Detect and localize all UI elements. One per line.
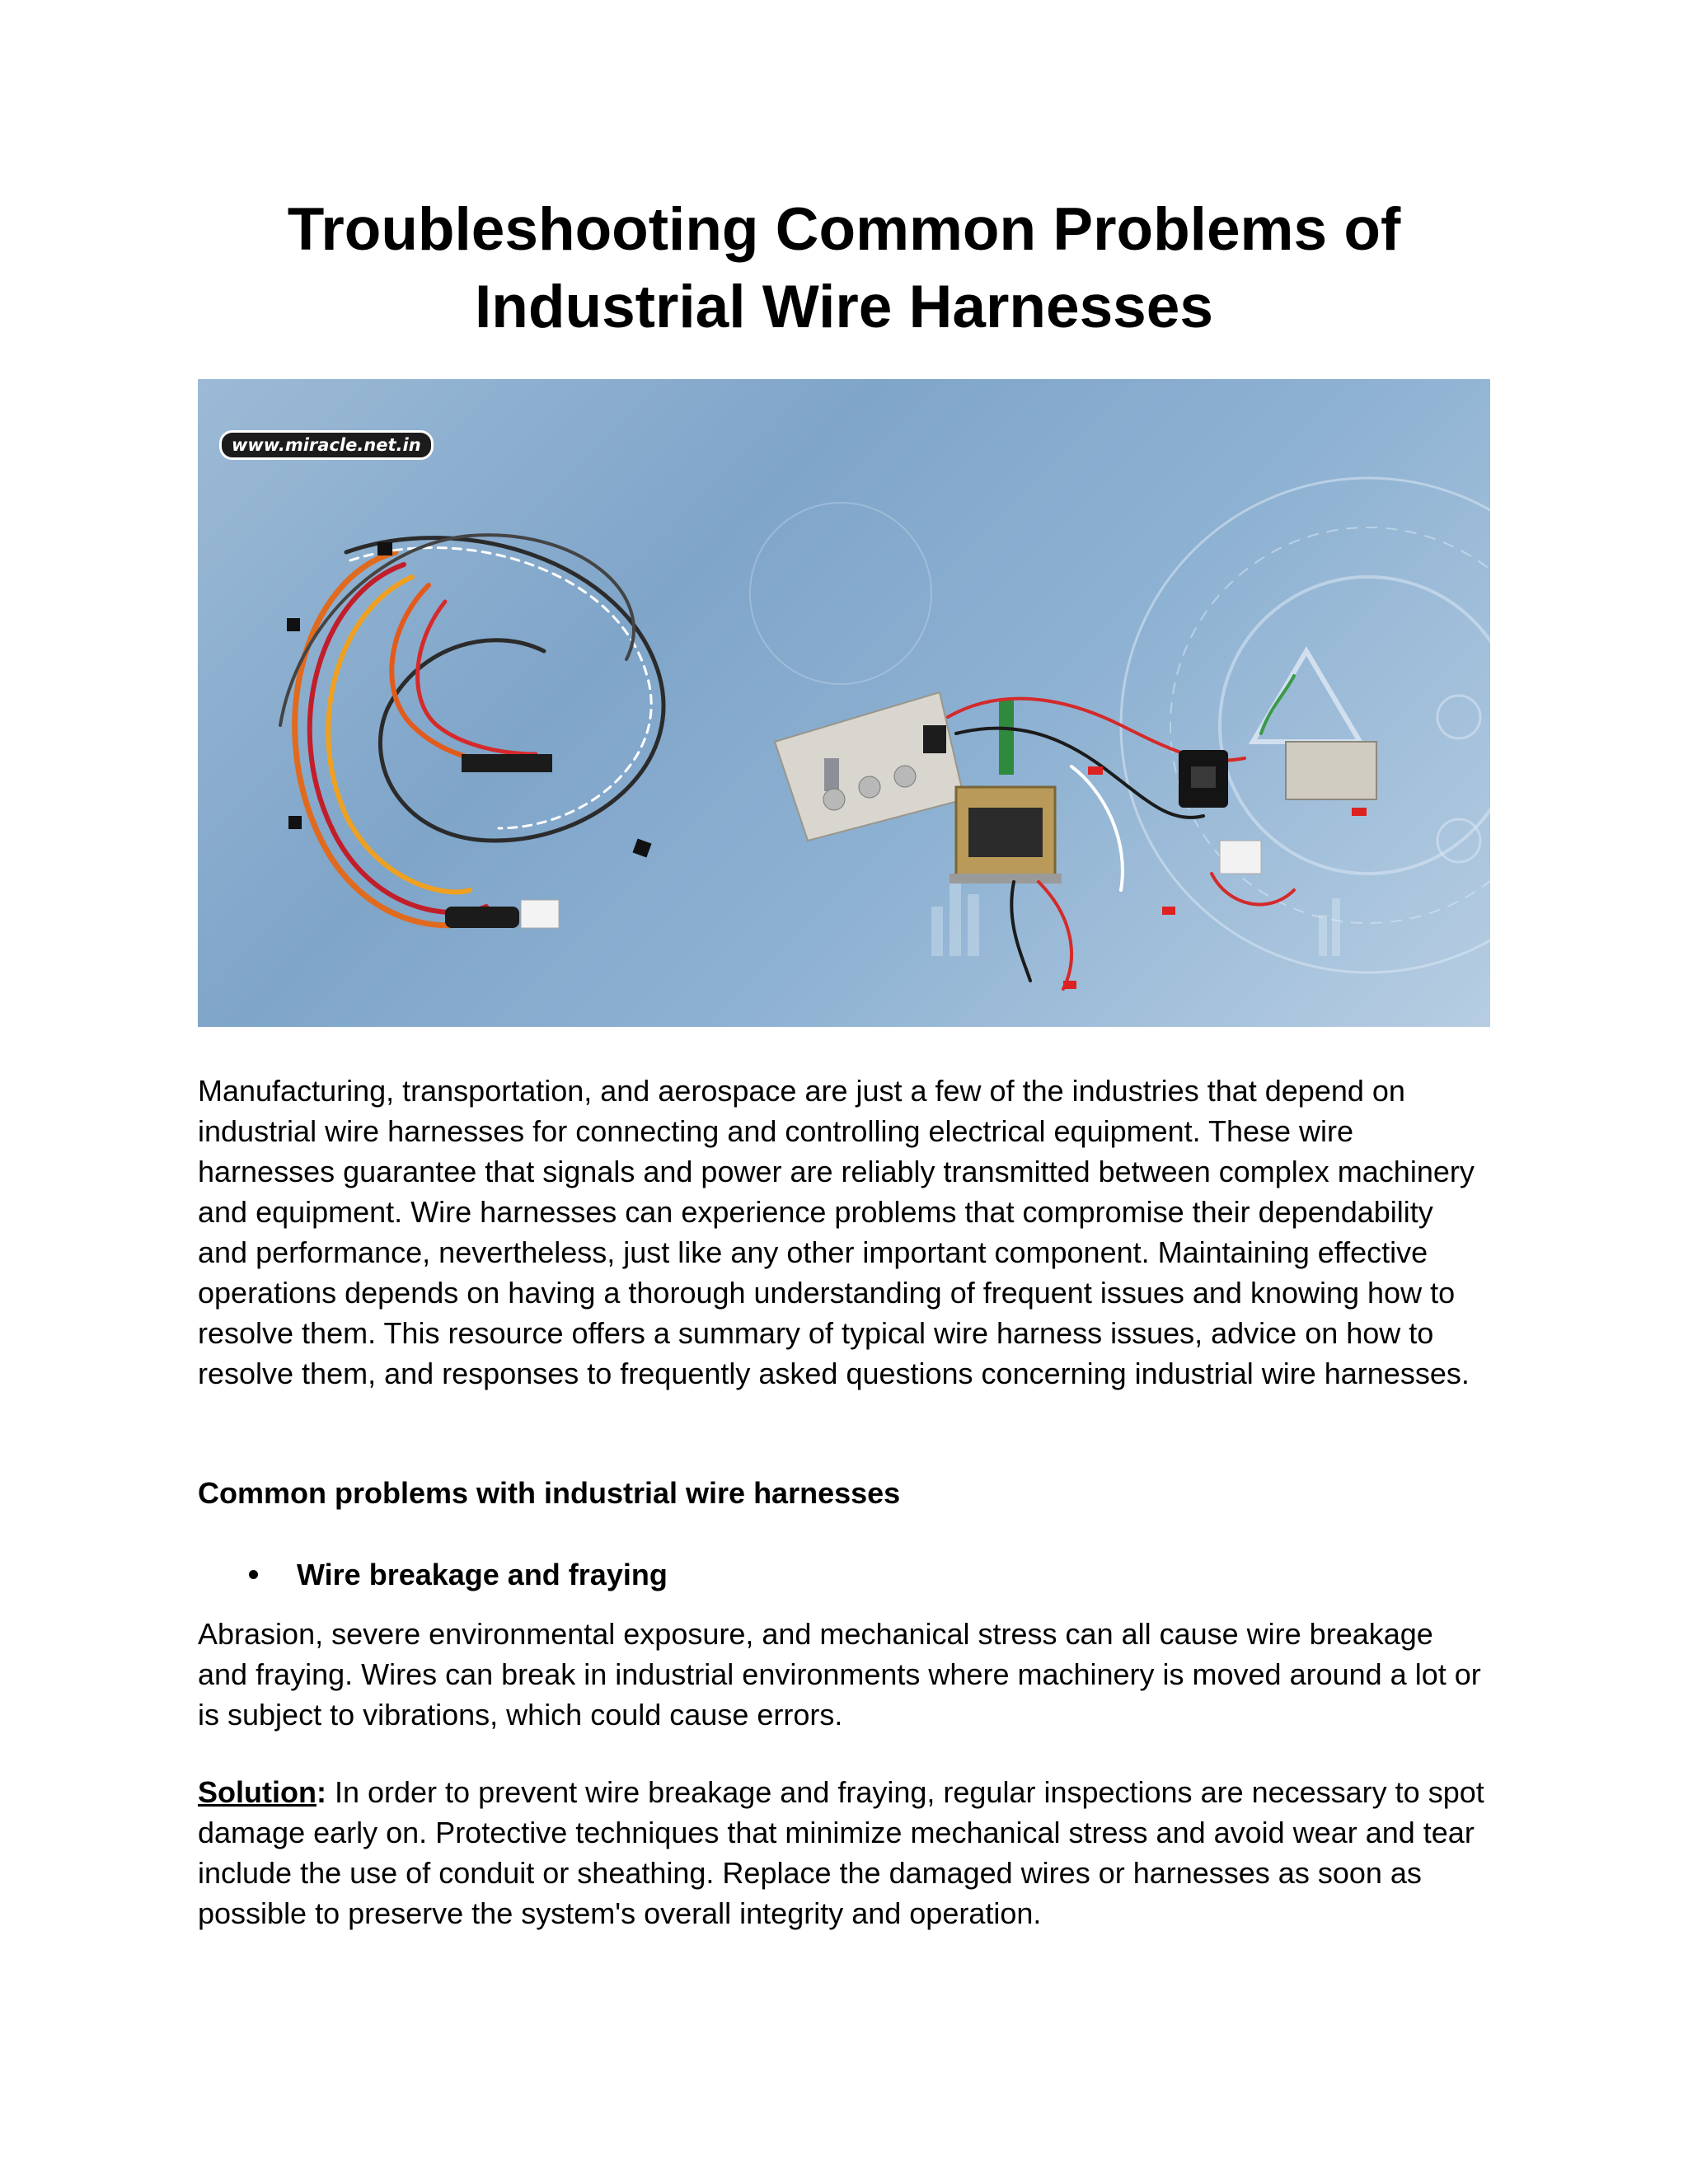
list-item (198, 1554, 1490, 1595)
problem-title: Wire breakage and fraying (297, 1558, 668, 1591)
section-heading: Common problems with industrial wire harnesses (198, 1476, 901, 1510)
bullet-icon (249, 1570, 258, 1579)
wire-harness-photo (198, 379, 1490, 1027)
solution-label: Solution (198, 1775, 316, 1809)
page-title (198, 191, 1490, 346)
title-line-1: Troubleshooting Common Problems of (287, 196, 1401, 263)
watermark: www.miracle.net.in (219, 430, 434, 460)
problem-list (198, 1554, 1490, 1595)
solution-paragraph (198, 1772, 1490, 1933)
solution-text: In order to prevent wire breakage and fraying, regular inspections are necessary to spot damage early on. Protective techniques that minimize mechanical stress and avoid wear and tear include the use of conduit or sheathing. Replace the damaged wires or harnesses as soon as possible to preserve the system's overall integrity and operation. (198, 1775, 1484, 1930)
problem-description: Abrasion, severe environmental exposure, and mechanical stress can all cause wire breakage and fraying. Wires can break in industrial environments where machinery is moved around a lot or is subject to vibrations, which could cause errors. (198, 1617, 1481, 1732)
intro-paragraph: Manufacturing, transportation, and aerospace are just a few of the industries that depend on industrial wire harnesses for connecting and controlling electrical equipment. These wire harnesses guarantee that signals and power are reliably transmitted between complex machinery and equipment. Wire harnesses can experience problems that compromise their dependability and performance, nevertheless, just like any other important component. Maintaining effective operations depends on having a thorough understanding of frequent issues and knowing how to resolve them. This resource offers a summary of typical wire harness issues, advice on how to resolve them, and responses to frequently asked questions concerning industrial wire harnesses. (198, 1074, 1475, 1390)
hero-image (198, 379, 1490, 1027)
solution-colon: : (316, 1775, 326, 1809)
title-line-2: Industrial Wire Harnesses (475, 274, 1213, 340)
